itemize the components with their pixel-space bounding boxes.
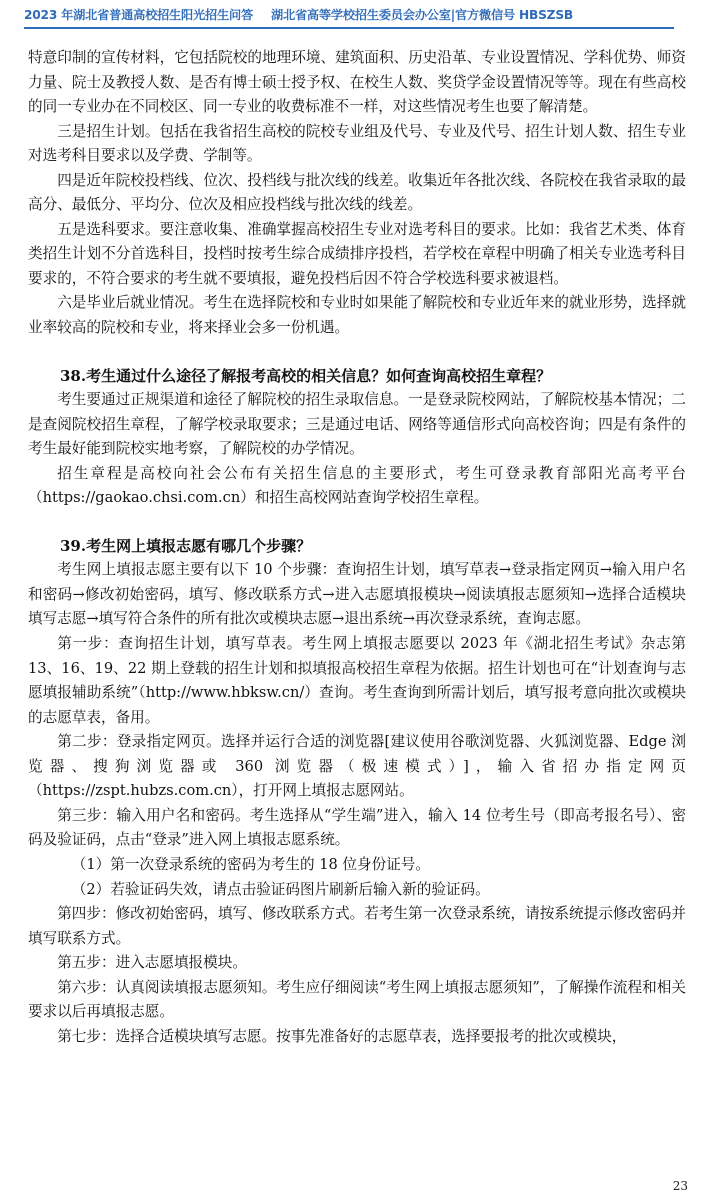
q39-paragraph: 第一步：查询招生计划，填写草表。考生网上填报志愿要以 2023 年《湖北招生考试》杂志第 13、16、19、22 期上登载的招生计划和拟填报高校招生章程为依据。招生计划也可在“计划查询与志愿填报辅助系统”（http://www.hbksw.cn/）查询。考生查询到所需计划后，填写报考意向批次或模块的志愿草表，备用。 (28, 635, 686, 726)
q39-paragraph: 第五步：进入志愿填报模块。 (57, 954, 247, 972)
q39-paragraph: 第三步：输入用户名和密码。考生选择从“学生端”进入，输入 14 位考生号（即高考报名号）、密码及验证码，点击“登录”进入网上填报志愿系统。 (28, 806, 686, 849)
paragraph-employment: 六是毕业后就业情况。考生在选择院校和专业时如果能了解院校和专业近年来的就业形势，选择就业率较高的院校和专业，将来择业会多一份机遇。 (28, 294, 686, 337)
q38-paragraph: 考生要通过正规渠道和途径了解院校的招生录取信息。一是登录院校网站，了解院校基本情况；二是查阅院校招生章程，了解学校录取要求；三是通过电话、网络等通信形式向高校咨询；四是有条件的考生最好能到院校实地考察，了解院校的办学情况。 (28, 391, 686, 458)
page-content (28, 46, 686, 1049)
paragraph-subject-requirements: 五是选科要求。要注意收集、准确掌握高校招生专业对选考科目的要求。比如：我省艺术类、体育类招生计划不分首选科目，投档时按考生综合成绩排序投档，若学校在章程中明确了相关专业选考科目要求的，不符合要求的考生就不要填报，避免投档后因不符合学校选科要求被退档。 (28, 220, 686, 287)
q39-paragraph: 第四步：修改初始密码，填写、修改联系方式。若考生第一次登录系统，请按系统提示修改密码并填写联系方式。 (28, 905, 686, 947)
paragraph-continuation: 特意印制的宣传材料，它包括院校的地理环境、建筑面积、历史沿革、专业设置情况、学科优势、师资力量、院士及教授人数、是否有博士硕士授予权、在校生人数、奖贷学金设置情况等等。现在有些高校的同一专业办在不同校区、同一专业的收费标准不一样，对这些情况考生也要了解清楚。 (28, 49, 686, 116)
q39-sub-item: （1）第一次登录系统的密码为考生的 18 位身份证号。 (71, 855, 430, 873)
q38-paragraph: 招生章程是高校向社会公布有关招生信息的主要形式，考生可登录教育部阳光高考平台（https://gaokao.chsi.com.cn）和招生高校网站查询学校招生章程。 (28, 464, 686, 507)
page-header (24, 6, 674, 23)
question-39-heading: 39.考生网上填报志愿有哪几个步骤？ (60, 536, 312, 555)
page-number: 23 (672, 1179, 688, 1193)
q39-paragraph: 第六步：认真阅读填报志愿须知。考生应仔细阅读“考生网上填报志愿须知”，了解操作流程和相关要求以后再填报志愿。 (28, 978, 686, 1021)
q39-paragraph: 第七步：选择合适模块填写志愿。按事先准备好的志愿草表，选择要报考的批次或模块， (57, 1027, 627, 1045)
paragraph-scores: 四是近年院校投档线、位次、投档线与批次线的线差。收集近年各批次线、各院校在我省录取的最高分、最低分、平均分、位次及相应投档线与批次线的线差。 (28, 171, 686, 214)
header-office: 湖北省高等学校招生委员会办公室|官方微信号 HBSZSB (270, 8, 573, 22)
question-38-heading: 38.考生通过什么途径了解报考高校的相关信息？如何查询高校招生章程？ (60, 366, 552, 385)
q39-sub-item: （2）若验证码失效，请点击验证码图片刷新后输入新的验证码。 (71, 880, 490, 898)
paragraph-plan: 三是招生计划。包括在我省招生高校的院校专业组及代号、专业及代号、招生计划人数、招生专业对选考科目要求以及学费、学制等。 (28, 122, 686, 165)
header-title: 2023 年湖北省普通高校招生阳光招生问答 (24, 8, 253, 22)
q39-paragraph: 第二步：登录指定网页。选择并运行合适的浏览器[建议使用谷歌浏览器、火狐浏览器、Edge 浏览器、搜狗浏览器或 360 浏览器（极速模式）]，输入省招办指定网页（https://zspt.hubzs.com.cn），打开网上填报志愿网站。 (28, 733, 686, 800)
header-rule (24, 27, 674, 29)
q39-paragraph: 考生网上填报志愿主要有以下 10 个步骤：查询招生计划，填写草表→登录指定网页→输入用户名和密码→修改初始密码，填写、修改联系方式→进入志愿填报模块→阅读填报志愿须知→选择合适模块填写志愿→填写符合条件的所有批次或模块志愿→退出系统→再次登录系统，查询志愿。 (28, 561, 686, 628)
